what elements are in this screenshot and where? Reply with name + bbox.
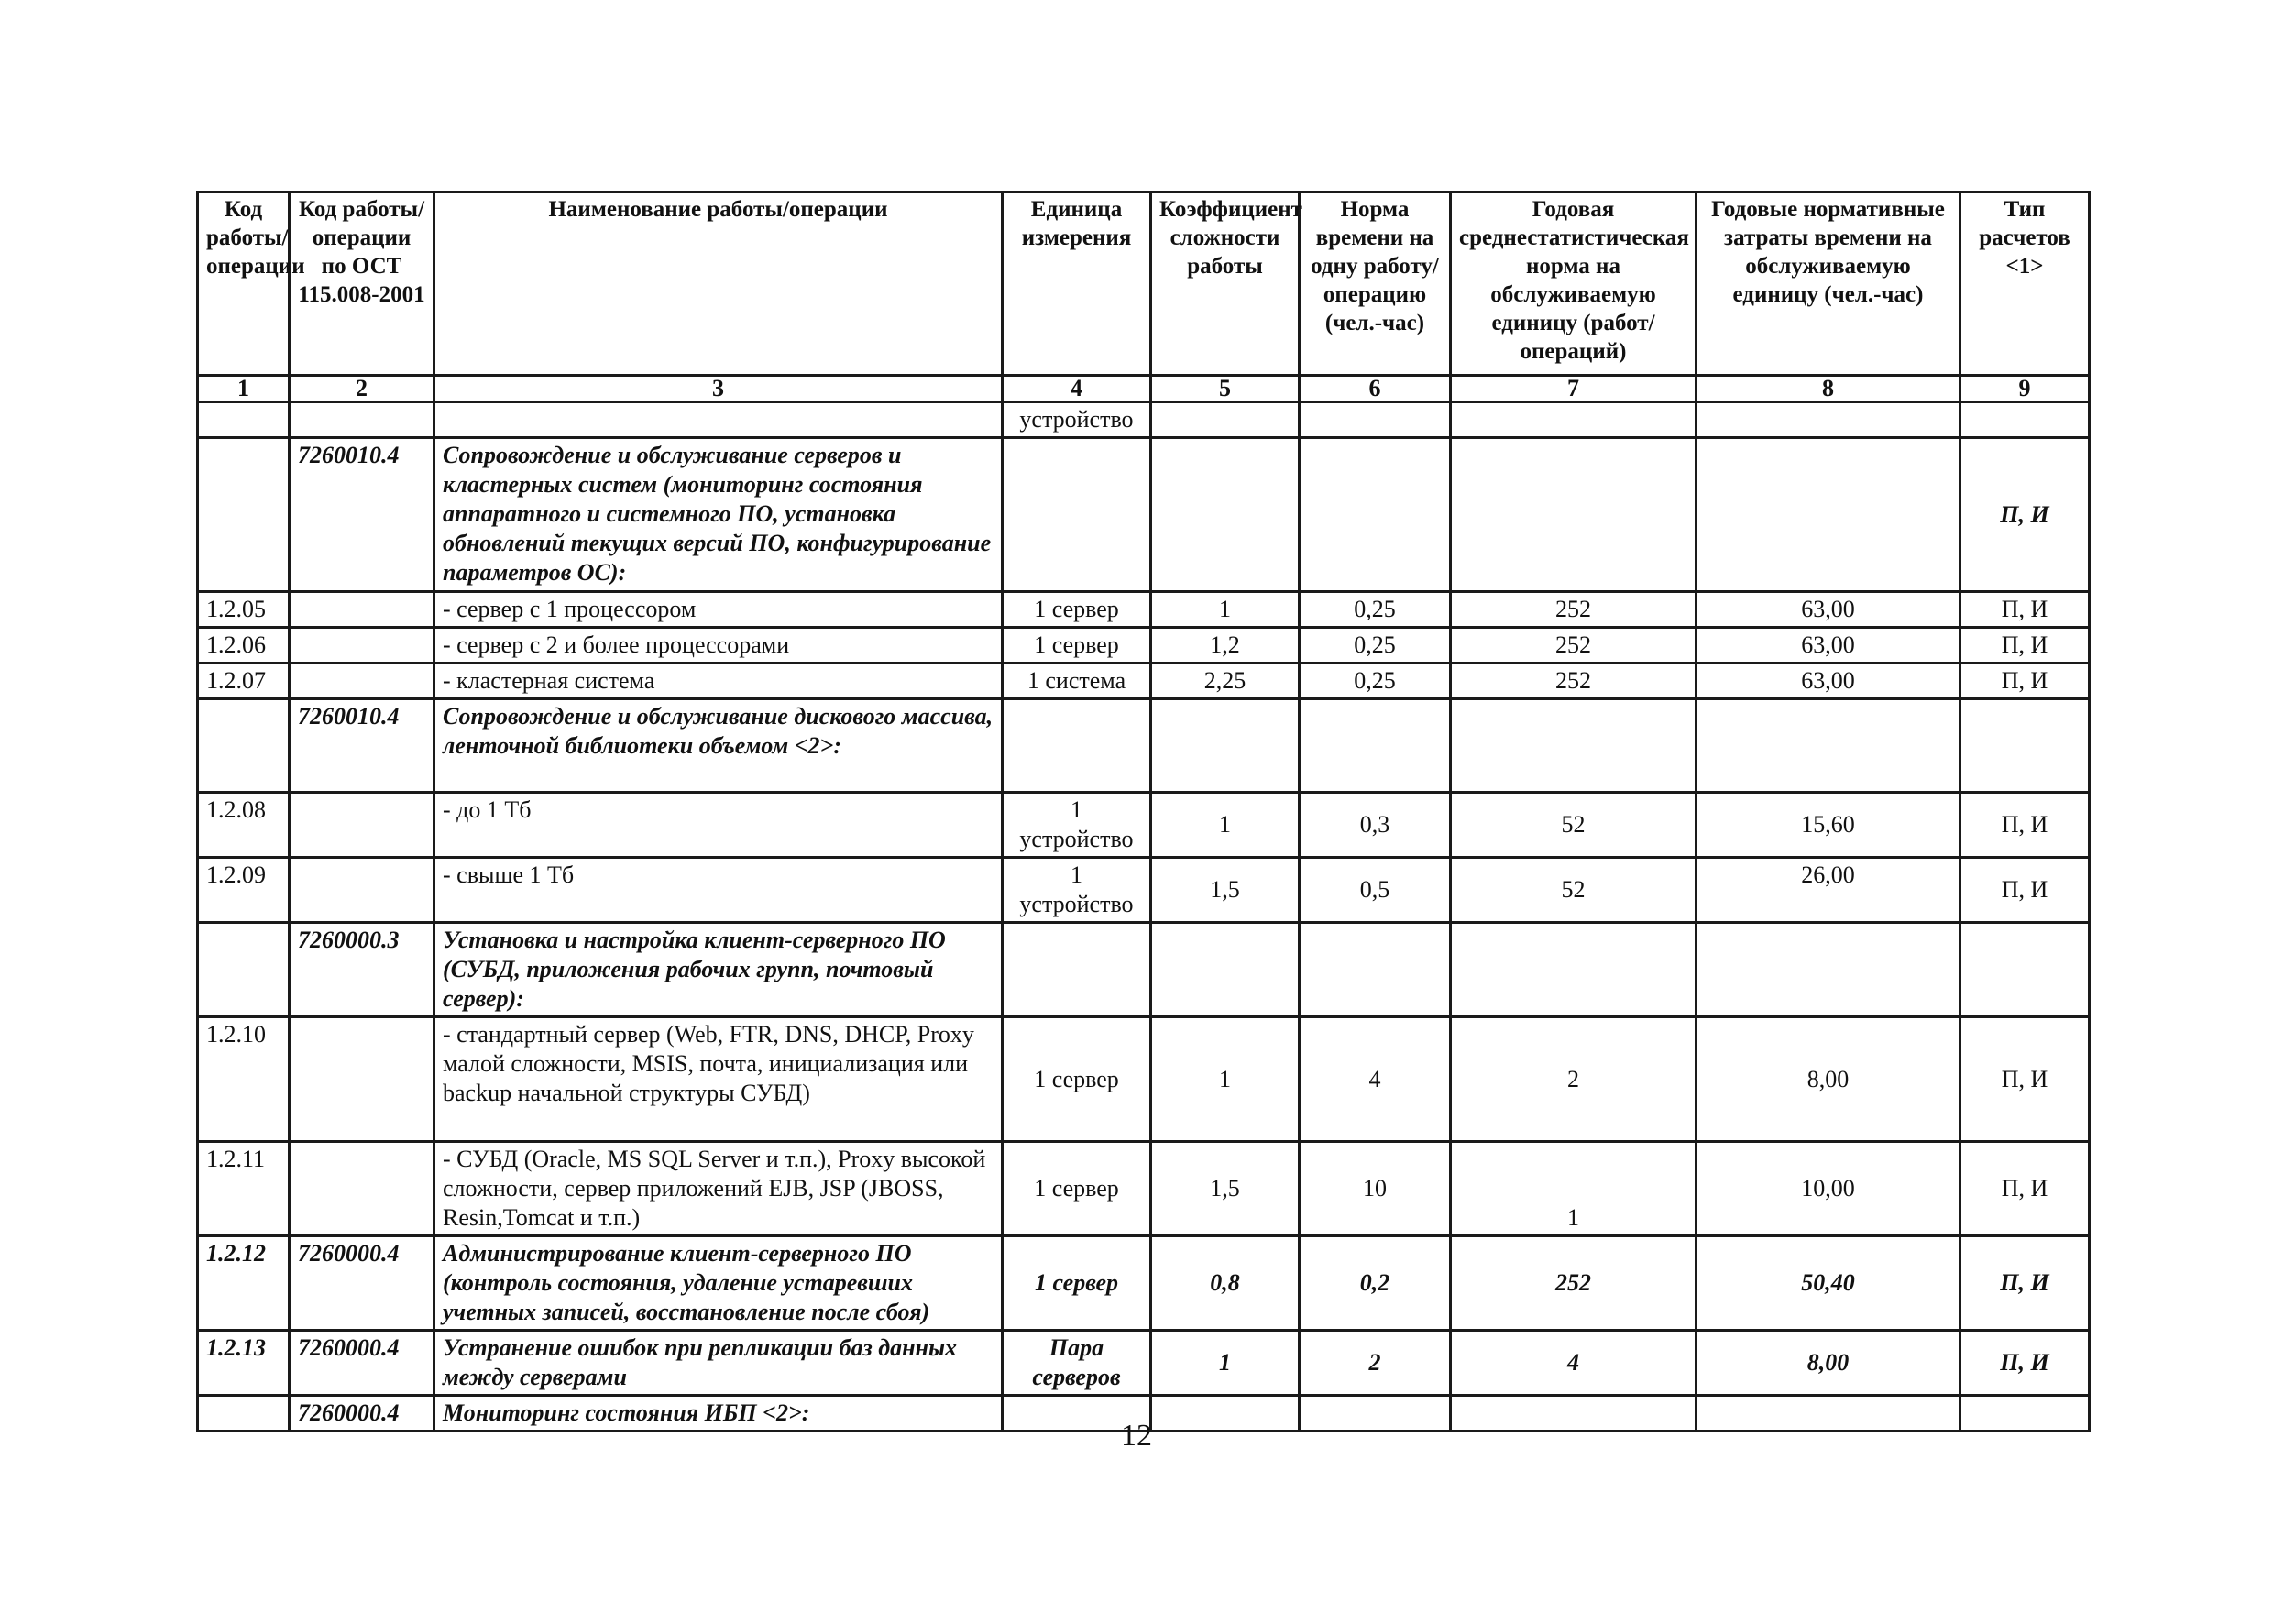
cell-costs: 10,00 bbox=[1697, 1142, 1960, 1236]
cell-type: П, И bbox=[1960, 1236, 2090, 1331]
cell-costs: 8,00 bbox=[1697, 1017, 1960, 1142]
cell-type: П, И bbox=[1960, 793, 2090, 858]
cell-norm: 0,25 bbox=[1300, 592, 1451, 628]
cell-unit: 1 система bbox=[1003, 664, 1151, 699]
cell-name: - до 1 Тб bbox=[434, 793, 1003, 858]
cell-ost: 7260000.4 bbox=[290, 1331, 434, 1396]
header-time-norm: Норма времени на одну работу/операцию (чел.-час) bbox=[1300, 192, 1451, 376]
table-row bbox=[198, 923, 2090, 1017]
cell-name: Установка и настройка клиент-серверного ПО (СУБД, приложения рабочих групп, почтовый сервер): bbox=[434, 923, 1003, 1017]
header-calc-type: Тип расчетов <1> bbox=[1960, 192, 2090, 376]
cell-unit: устройство bbox=[1003, 402, 1151, 438]
column-number: 8 bbox=[1697, 376, 1960, 402]
cell-ost bbox=[290, 1017, 434, 1142]
table-row bbox=[198, 402, 2090, 438]
header-annual-costs: Годовые нормативные затраты времени на обслуживаемую единицу (чел.-час) bbox=[1697, 192, 1960, 376]
cell-coef: 1,5 bbox=[1151, 858, 1300, 923]
cell-unit bbox=[1003, 438, 1151, 592]
cell-norm bbox=[1300, 923, 1451, 1017]
cell-annual: 252 bbox=[1451, 664, 1697, 699]
cell-ost: 7260000.4 bbox=[290, 1396, 434, 1432]
header-row bbox=[198, 192, 2090, 376]
cell-coef bbox=[1151, 699, 1300, 793]
table-row bbox=[198, 699, 2090, 793]
cell-ost: 7260010.4 bbox=[290, 699, 434, 793]
cell-type: П, И bbox=[1960, 1017, 2090, 1142]
table-row bbox=[198, 1236, 2090, 1331]
cell-code: 1.2.13 bbox=[198, 1331, 290, 1396]
cell-ost: 7260000.3 bbox=[290, 923, 434, 1017]
cell-costs bbox=[1697, 699, 1960, 793]
cell-annual bbox=[1451, 923, 1697, 1017]
cell-coef: 1,5 bbox=[1151, 1142, 1300, 1236]
cell-name: Сопровождение и обслуживание дискового массива, ленточной библиотеки объемом <2>: bbox=[434, 699, 1003, 793]
cell-costs: 50,40 bbox=[1697, 1236, 1960, 1331]
cell-norm: 0,25 bbox=[1300, 628, 1451, 664]
header-code: Код работы/операции bbox=[198, 192, 290, 376]
page-number: 12 bbox=[1121, 1419, 1152, 1453]
cell-costs: 63,00 bbox=[1697, 664, 1960, 699]
cell-code bbox=[198, 402, 290, 438]
cell-unit: 1 сервер bbox=[1003, 592, 1151, 628]
cell-type: П, И bbox=[1960, 664, 2090, 699]
cell-annual: 252 bbox=[1451, 1236, 1697, 1331]
table-row bbox=[198, 793, 2090, 858]
cell-unit: 1 сервер bbox=[1003, 1017, 1151, 1142]
cell-code: 1.2.11 bbox=[198, 1142, 290, 1236]
cell-unit: 1 сервер bbox=[1003, 1142, 1151, 1236]
cell-costs: 63,00 bbox=[1697, 592, 1960, 628]
cell-ost bbox=[290, 664, 434, 699]
cell-costs: 63,00 bbox=[1697, 628, 1960, 664]
cell-coef: 0,8 bbox=[1151, 1236, 1300, 1331]
cell-name: - свыше 1 Тб bbox=[434, 858, 1003, 923]
cell-coef: 1 bbox=[1151, 1331, 1300, 1396]
cell-unit: 1 устройство bbox=[1003, 793, 1151, 858]
column-number: 1 bbox=[198, 376, 290, 402]
header-name: Наименование работы/операции bbox=[434, 192, 1003, 376]
cell-name: Устранение ошибок при репликации баз данных между серверами bbox=[434, 1331, 1003, 1396]
cell-name: Сопровождение и обслуживание серверов и кластерных систем (мониторинг состояния аппаратного и системного ПО, установка обновлений текущих версий ПО, конфигурирование параметров ОС): bbox=[434, 438, 1003, 592]
cell-name: - стандартный сервер (Web, FTR, DNS, DHCP, Proxy малой сложности, MSIS, почта, инициализация или backup начальной структуры СУБД) bbox=[434, 1017, 1003, 1142]
column-number: 6 bbox=[1300, 376, 1451, 402]
cell-ost bbox=[290, 592, 434, 628]
cell-norm: 2 bbox=[1300, 1331, 1451, 1396]
cell-annual: 252 bbox=[1451, 592, 1697, 628]
cell-costs bbox=[1697, 438, 1960, 592]
table-row bbox=[198, 1017, 2090, 1142]
cell-annual bbox=[1451, 402, 1697, 438]
cell-code bbox=[198, 438, 290, 592]
cell-annual: 252 bbox=[1451, 628, 1697, 664]
cell-name: - СУБД (Oracle, MS SQL Server и т.п.), Proxy высокой сложности, сервер приложений EJB, JSP (JBOSS, Resin,Tomcat и т.п.) bbox=[434, 1142, 1003, 1236]
table-row bbox=[198, 1331, 2090, 1396]
cell-coef: 1 bbox=[1151, 592, 1300, 628]
cell-name: Мониторинг состояния ИБП <2>: bbox=[434, 1396, 1003, 1432]
cell-unit: 1 сервер bbox=[1003, 1236, 1151, 1331]
column-number: 3 bbox=[434, 376, 1003, 402]
cell-costs bbox=[1697, 923, 1960, 1017]
cell-norm: 4 bbox=[1300, 1017, 1451, 1142]
table-row bbox=[198, 664, 2090, 699]
cell-code: 1.2.07 bbox=[198, 664, 290, 699]
cell-costs: 8,00 bbox=[1697, 1331, 1960, 1396]
cell-annual: 2 bbox=[1451, 1017, 1697, 1142]
cell-type: П, И bbox=[1960, 592, 2090, 628]
cell-coef bbox=[1151, 438, 1300, 592]
cell-code: 1.2.09 bbox=[198, 858, 290, 923]
header-annual-norm: Годовая среднестатистическая норма на обслуживаемую единицу (работ/операций) bbox=[1451, 192, 1697, 376]
cell-norm: 0,3 bbox=[1300, 793, 1451, 858]
cell-norm: 10 bbox=[1300, 1142, 1451, 1236]
table-row bbox=[198, 438, 2090, 592]
cell-coef bbox=[1151, 923, 1300, 1017]
cell-coef: 1,2 bbox=[1151, 628, 1300, 664]
cell-ost: 7260010.4 bbox=[290, 438, 434, 592]
cell-costs: 26,00 bbox=[1697, 858, 1960, 923]
cell-type: П, И bbox=[1960, 628, 2090, 664]
cell-annual: 52 bbox=[1451, 793, 1697, 858]
cell-type: П, И bbox=[1960, 858, 2090, 923]
cell-code bbox=[198, 699, 290, 793]
cell-type: П, И bbox=[1960, 1331, 2090, 1396]
cell-name: - сервер с 1 процессором bbox=[434, 592, 1003, 628]
cell-ost bbox=[290, 793, 434, 858]
cell-unit: 1 устройство bbox=[1003, 858, 1151, 923]
cell-ost bbox=[290, 402, 434, 438]
cell-unit bbox=[1003, 699, 1151, 793]
cell-code: 1.2.08 bbox=[198, 793, 290, 858]
column-number-row bbox=[198, 376, 2090, 402]
cell-coef: 2,25 bbox=[1151, 664, 1300, 699]
cell-costs: 15,60 bbox=[1697, 793, 1960, 858]
cell-type bbox=[1960, 402, 2090, 438]
cell-unit bbox=[1003, 923, 1151, 1017]
cell-annual bbox=[1451, 699, 1697, 793]
cell-code: 1.2.10 bbox=[198, 1017, 290, 1142]
header-ost-code: Код работы/операции по ОСТ 115.008-2001 bbox=[290, 192, 434, 376]
table-row bbox=[198, 1142, 2090, 1236]
table-row bbox=[198, 592, 2090, 628]
column-number: 2 bbox=[290, 376, 434, 402]
cell-code: 1.2.12 bbox=[198, 1236, 290, 1331]
column-number: 7 bbox=[1451, 376, 1697, 402]
cell-coef bbox=[1151, 402, 1300, 438]
cell-type bbox=[1960, 923, 2090, 1017]
column-number: 4 bbox=[1003, 376, 1151, 402]
cell-norm: 0,25 bbox=[1300, 664, 1451, 699]
cell-name: - сервер с 2 и более процессорами bbox=[434, 628, 1003, 664]
cell-type bbox=[1960, 699, 2090, 793]
cell-costs bbox=[1697, 402, 1960, 438]
cell-type: П, И bbox=[1960, 438, 2090, 592]
header-coefficient: Коэффициент сложности работы bbox=[1151, 192, 1300, 376]
cell-coef: 1 bbox=[1151, 1017, 1300, 1142]
cell-annual: 52 bbox=[1451, 858, 1697, 923]
cell-norm: 0,2 bbox=[1300, 1236, 1451, 1331]
table-row bbox=[198, 628, 2090, 664]
column-number: 5 bbox=[1151, 376, 1300, 402]
norms-table bbox=[196, 191, 2091, 1432]
cell-code: 1.2.06 bbox=[198, 628, 290, 664]
cell-ost bbox=[290, 858, 434, 923]
cell-name bbox=[434, 402, 1003, 438]
cell-norm bbox=[1300, 402, 1451, 438]
cell-type: П, И bbox=[1960, 1142, 2090, 1236]
cell-annual: 4 bbox=[1451, 1331, 1697, 1396]
cell-norm: 0,5 bbox=[1300, 858, 1451, 923]
cell-unit: 1 сервер bbox=[1003, 628, 1151, 664]
cell-ost bbox=[290, 628, 434, 664]
cell-norm bbox=[1300, 438, 1451, 592]
cell-code bbox=[198, 923, 290, 1017]
cell-name: - кластерная система bbox=[434, 664, 1003, 699]
cell-unit: Пара серверов bbox=[1003, 1331, 1151, 1396]
header-unit: Единица измерения bbox=[1003, 192, 1151, 376]
cell-norm bbox=[1300, 699, 1451, 793]
cell-annual bbox=[1451, 438, 1697, 592]
cell-ost: 7260000.4 bbox=[290, 1236, 434, 1331]
column-number: 9 bbox=[1960, 376, 2090, 402]
cell-coef: 1 bbox=[1151, 793, 1300, 858]
cell-name: Администрирование клиент-серверного ПО (контроль состояния, удаление устаревших учетных записей, восстановление после сбоя) bbox=[434, 1236, 1003, 1331]
table-row bbox=[198, 858, 2090, 923]
cell-code: 1.2.05 bbox=[198, 592, 290, 628]
cell-ost bbox=[290, 1142, 434, 1236]
cell-annual: 1 bbox=[1451, 1142, 1697, 1236]
